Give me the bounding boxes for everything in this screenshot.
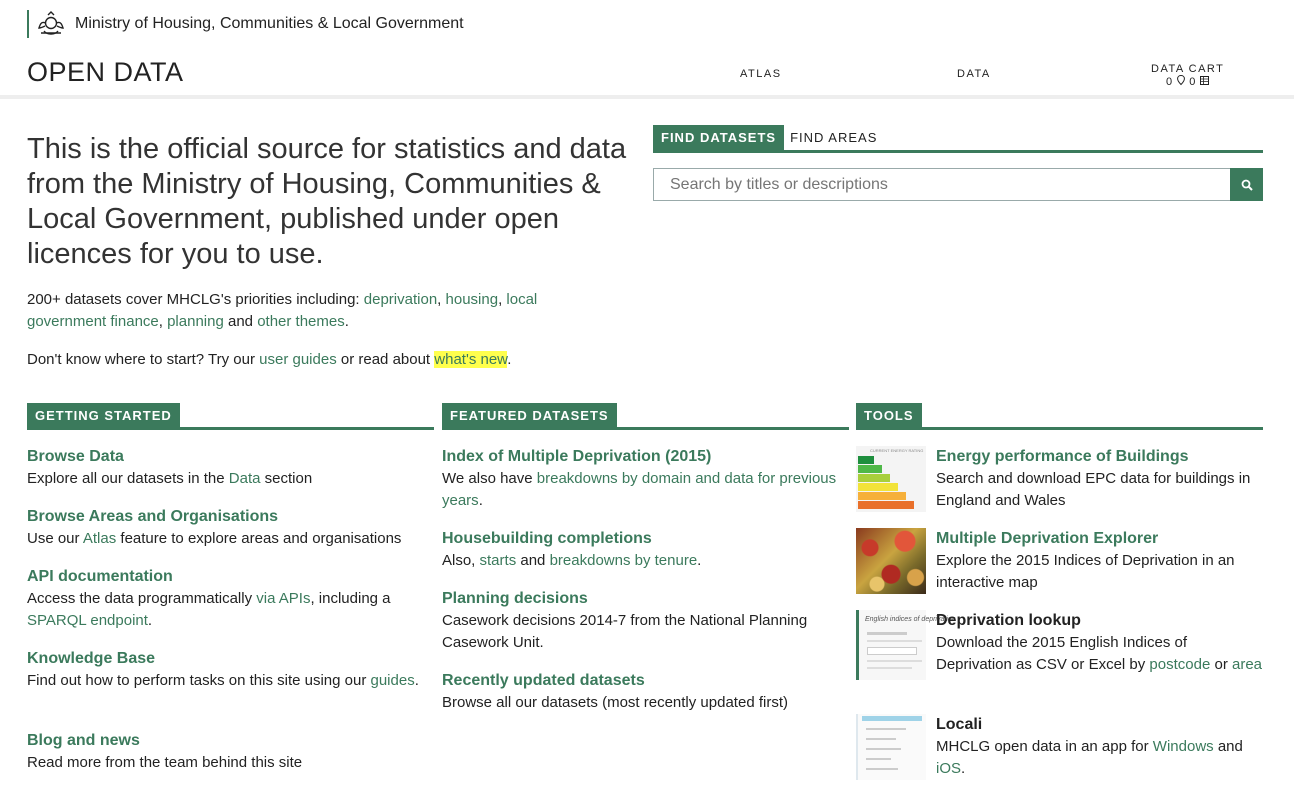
- deprivation-lookup-desc: Download the 2015 English Indices of Deprivation as CSV or Excel by postcode or area: [936, 634, 1263, 673]
- epc-desc: Search and download EPC data for buildings in England and Wales: [936, 470, 1251, 509]
- knowledge-base-link[interactable]: Knowledge Base: [27, 650, 156, 667]
- epc-thumbnail[interactable]: CURRENT ENERGY RATING: [856, 446, 926, 512]
- nav-atlas[interactable]: ATLAS: [740, 68, 782, 80]
- tools-column: [856, 403, 1263, 777]
- intro-datasets-paragraph: 200+ datasets cover MHCLG's priorities including: deprivation, housing, local government finance, planning and other themes.: [27, 291, 538, 330]
- epc-link[interactable]: Energy performance of Buildings: [936, 448, 1189, 465]
- getting-started-heading: GETTING STARTED: [27, 403, 434, 430]
- link-ios[interactable]: iOS: [936, 760, 962, 777]
- knowledge-base-desc: Find out how to perform tasks on this site using our guides.: [27, 672, 419, 689]
- data-cart-count: 0 0: [1151, 75, 1224, 88]
- link-guides[interactable]: guides: [370, 672, 415, 689]
- browse-data-link[interactable]: Browse Data: [27, 448, 124, 465]
- locali-desc: MHCLG open data in an app for Windows and iOS.: [936, 738, 1243, 777]
- lead-statement: This is the official source for statistics and data from the Ministry of Housing, Communities & Local Government, published under open licences for you to use.: [27, 133, 627, 270]
- browse-areas-link[interactable]: Browse Areas and Organisations: [27, 508, 279, 525]
- header-divider: [0, 95, 1294, 99]
- link-planning[interactable]: planning: [167, 313, 224, 330]
- link-data-section[interactable]: Data: [228, 470, 261, 487]
- search-button[interactable]: [1230, 168, 1263, 201]
- search-icon: [1241, 179, 1253, 191]
- deprivation-explorer-desc: Explore the 2015 Indices of Deprivation in an interactive map: [936, 552, 1235, 591]
- browse-data-desc: Explore all our datasets in the Data section: [27, 470, 313, 487]
- planning-decisions-link[interactable]: Planning decisions: [442, 590, 588, 607]
- ministry-name[interactable]: Ministry of Housing, Communities & Local Government: [75, 15, 464, 32]
- locali-title[interactable]: Locali: [936, 716, 983, 733]
- link-whats-new[interactable]: what's new: [434, 351, 508, 368]
- link-postcode[interactable]: postcode: [1149, 656, 1211, 673]
- tab-find-areas[interactable]: FIND AREAS: [790, 130, 878, 145]
- imd-desc: We also have breakdowns by domain and data for previous years.: [442, 470, 837, 509]
- link-via-apis[interactable]: via APIs: [256, 590, 311, 607]
- browse-areas-desc: Use our Atlas feature to explore areas and organisations: [27, 530, 402, 547]
- link-housing[interactable]: housing: [445, 291, 499, 308]
- housebuilding-desc: Also, starts and breakdowns by tenure.: [442, 552, 702, 569]
- link-imd-breakdowns[interactable]: breakdowns by domain and data for previous years: [442, 470, 837, 509]
- link-other-themes[interactable]: other themes: [257, 313, 345, 330]
- link-area[interactable]: area: [1232, 656, 1263, 673]
- locali-thumbnail[interactable]: [856, 714, 926, 780]
- link-atlas[interactable]: Atlas: [82, 530, 117, 547]
- link-windows[interactable]: Windows: [1152, 738, 1214, 755]
- link-user-guides[interactable]: user guides: [259, 351, 337, 368]
- link-breakdowns-by-tenure[interactable]: breakdowns by tenure: [549, 552, 698, 569]
- map-pin-icon: [1177, 75, 1185, 85]
- tools-heading: TOOLS: [856, 403, 1263, 430]
- link-starts[interactable]: starts: [479, 552, 517, 569]
- blog-news-desc: Read more from the team behind this site: [27, 754, 303, 771]
- link-deprivation[interactable]: deprivation: [363, 291, 438, 308]
- search-input[interactable]: [653, 168, 1231, 201]
- api-documentation-link[interactable]: API documentation: [27, 568, 173, 585]
- recently-updated-link[interactable]: Recently updated datasets: [442, 672, 645, 689]
- blog-news-link[interactable]: Blog and news: [27, 732, 140, 749]
- api-documentation-desc: Access the data programmatically via APIs, including a SPARQL endpoint.: [27, 590, 391, 629]
- deprivation-map-thumbnail[interactable]: [856, 528, 926, 594]
- ministry-bar: [27, 10, 464, 38]
- tab-find-datasets[interactable]: FIND DATASETS: [653, 125, 784, 150]
- imd-link[interactable]: Index of Multiple Deprivation (2015): [442, 448, 712, 465]
- planning-decisions-desc: Casework decisions 2014-7 from the National Planning Casework Unit.: [442, 612, 808, 651]
- deprivation-lookup-thumbnail[interactable]: English indices of deprivation: [856, 610, 926, 680]
- featured-datasets-heading: FEATURED DATASETS: [442, 403, 849, 430]
- nav-data-cart[interactable]: [1151, 63, 1224, 88]
- getting-started-column: [27, 403, 434, 771]
- royal-crest-icon: [37, 11, 65, 37]
- data-cart-label: DATA CART: [1151, 63, 1225, 75]
- deprivation-explorer-link[interactable]: Multiple Deprivation Explorer: [936, 530, 1159, 547]
- housebuilding-link[interactable]: Housebuilding completions: [442, 530, 652, 547]
- link-local-government-finance[interactable]: local government finance: [27, 291, 538, 330]
- intro-help-paragraph: Don't know where to start? Try our user guides or read about what's new.: [27, 351, 512, 368]
- featured-datasets-column: [442, 403, 849, 711]
- table-icon: [1200, 76, 1209, 85]
- link-sparql-endpoint[interactable]: SPARQL endpoint: [27, 612, 148, 629]
- deprivation-lookup-title[interactable]: Deprivation lookup: [936, 612, 1081, 629]
- recently-updated-desc: Browse all our datasets (most recently updated first): [442, 694, 788, 711]
- site-title[interactable]: OPEN DATA: [27, 57, 184, 87]
- search-tabs: [653, 125, 1263, 153]
- nav-data[interactable]: DATA: [957, 68, 991, 80]
